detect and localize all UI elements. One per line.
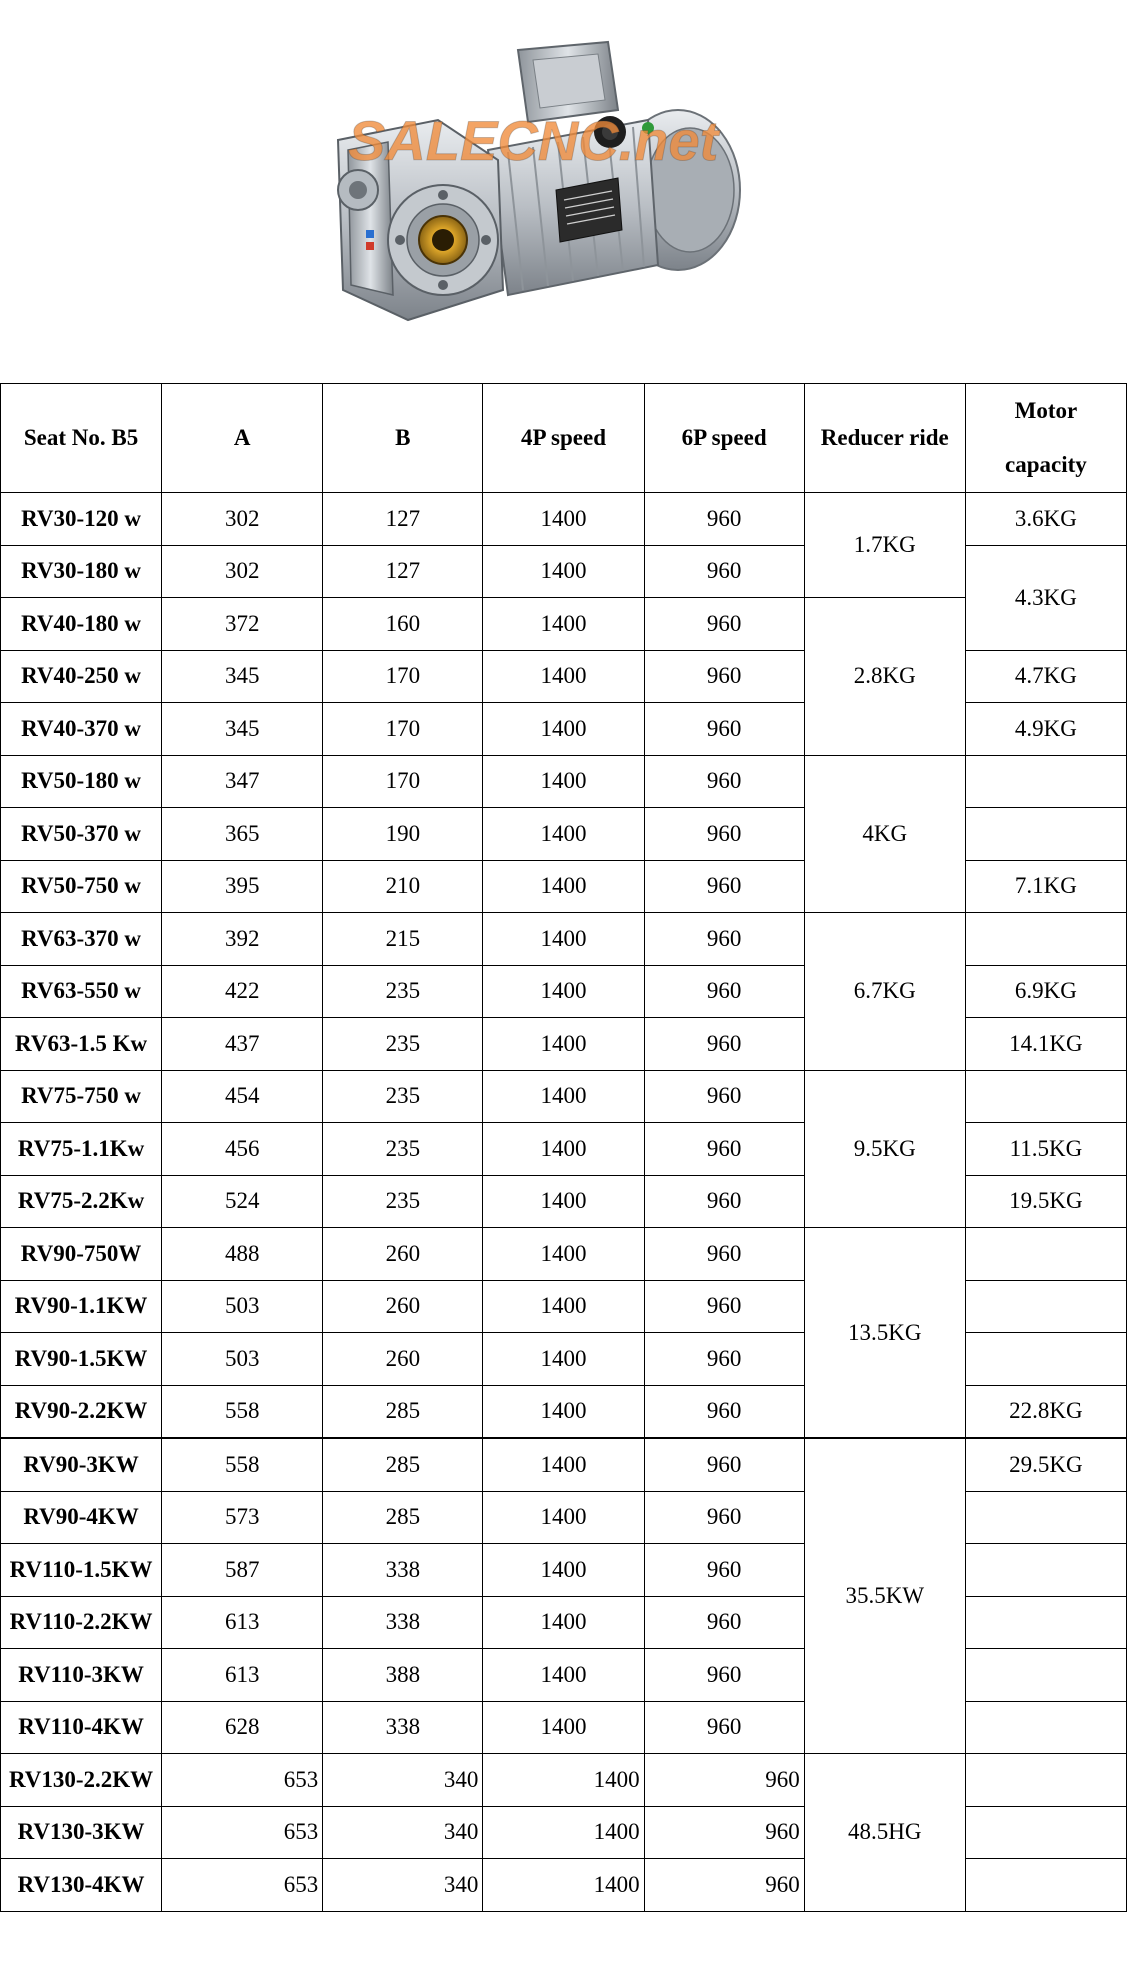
cell-seat-no: RV90-1.1KW [1,1280,162,1333]
cell-reducer-ride: 2.8KG [804,598,965,756]
cell-a: 558 [162,1438,323,1491]
cell-b: 210 [323,860,483,913]
cell-b: 340 [323,1806,483,1859]
cell-6p-speed: 960 [644,1280,804,1333]
cell-a: 345 [162,703,323,756]
cell-4p-speed: 1400 [483,650,644,703]
cell-b: 170 [323,755,483,808]
cell-6p-speed: 960 [644,545,804,598]
cell-4p-speed: 1400 [483,1175,644,1228]
cell-b: 170 [323,703,483,756]
cell-seat-no: RV30-120 w [1,493,162,546]
header-seat-no: Seat No. B5 [1,384,162,493]
header-motor-capacity [965,384,1126,493]
cell-motor-capacity [965,808,1126,861]
cell-a: 422 [162,965,323,1018]
cell-4p-speed: 1400 [483,1596,644,1649]
cell-a: 503 [162,1280,323,1333]
cell-seat-no: RV75-1.1Kw [1,1123,162,1176]
cell-motor-capacity: 4.9KG [965,703,1126,756]
cell-4p-speed: 1400 [483,493,644,546]
table-row [1,1070,1127,1123]
cell-b: 338 [323,1701,483,1754]
cell-6p-speed: 960 [644,1544,804,1597]
header-b: B [323,384,483,493]
cell-b: 235 [323,1018,483,1071]
cell-seat-no: RV90-3KW [1,1438,162,1491]
cell-6p-speed: 960 [644,1491,804,1544]
cell-6p-speed: 960 [644,1438,804,1491]
cell-seat-no: RV110-1.5KW [1,1544,162,1597]
cell-6p-speed: 960 [644,1123,804,1176]
cell-seat-no: RV50-180 w [1,755,162,808]
cell-motor-capacity [965,1333,1126,1386]
cell-motor-capacity [965,1491,1126,1544]
cell-4p-speed: 1400 [483,913,644,966]
cell-reducer-ride: 1.7KG [804,493,965,598]
cell-b: 285 [323,1438,483,1491]
cell-6p-speed: 960 [644,598,804,651]
cell-motor-capacity: 6.9KG [965,965,1126,1018]
cell-6p-speed: 960 [644,1859,804,1912]
cell-motor-capacity: 11.5KG [965,1123,1126,1176]
cell-seat-no: RV90-1.5KW [1,1333,162,1386]
cell-6p-speed: 960 [644,1806,804,1859]
cell-seat-no: RV30-180 w [1,545,162,598]
cell-motor-capacity: 19.5KG [965,1175,1126,1228]
cell-a: 587 [162,1544,323,1597]
cell-4p-speed: 1400 [483,1544,644,1597]
cell-motor-capacity: 22.8KG [965,1385,1126,1438]
cell-4p-speed: 1400 [483,1228,644,1281]
table-row [1,1438,1127,1491]
cell-seat-no: RV75-2.2Kw [1,1175,162,1228]
cell-reducer-ride: 6.7KG [804,913,965,1071]
cell-reducer-ride: 4KG [804,755,965,913]
cell-4p-speed: 1400 [483,598,644,651]
cell-a: 392 [162,913,323,966]
cell-6p-speed: 960 [644,860,804,913]
cell-seat-no: RV90-750W [1,1228,162,1281]
cell-4p-speed: 1400 [483,545,644,598]
cell-a: 395 [162,860,323,913]
table-row [1,913,1127,966]
cell-a: 437 [162,1018,323,1071]
cell-motor-capacity [965,1859,1126,1912]
cell-a: 628 [162,1701,323,1754]
cell-b: 190 [323,808,483,861]
cell-b: 260 [323,1280,483,1333]
cell-motor-capacity [965,913,1126,966]
cell-a: 488 [162,1228,323,1281]
cell-seat-no: RV50-750 w [1,860,162,913]
cell-b: 285 [323,1491,483,1544]
cell-4p-speed: 1400 [483,1649,644,1702]
cell-b: 260 [323,1228,483,1281]
cell-b: 160 [323,598,483,651]
cell-a: 372 [162,598,323,651]
cell-a: 347 [162,755,323,808]
cell-4p-speed: 1400 [483,1333,644,1386]
cell-4p-speed: 1400 [483,1070,644,1123]
cell-motor-capacity [965,1754,1126,1807]
cell-a: 503 [162,1333,323,1386]
cell-6p-speed: 960 [644,1018,804,1071]
cell-a: 345 [162,650,323,703]
cell-seat-no: RV40-370 w [1,703,162,756]
cell-4p-speed: 1400 [483,1385,644,1438]
cell-seat-no: RV63-1.5 Kw [1,1018,162,1071]
table-row [1,1228,1127,1281]
cell-seat-no: RV130-3KW [1,1806,162,1859]
cell-b: 170 [323,650,483,703]
cell-6p-speed: 960 [644,913,804,966]
cell-reducer-ride: 48.5HG [804,1754,965,1912]
header-6p-speed: 6P speed [644,384,804,493]
cell-a: 613 [162,1596,323,1649]
cell-6p-speed: 960 [644,1754,804,1807]
cell-b: 340 [323,1754,483,1807]
cell-6p-speed: 960 [644,1228,804,1281]
cell-4p-speed: 1400 [483,1859,644,1912]
header-a: A [162,384,323,493]
cell-motor-capacity: 14.1KG [965,1018,1126,1071]
cell-motor-capacity [965,1701,1126,1754]
cell-6p-speed: 960 [644,755,804,808]
cell-a: 302 [162,545,323,598]
cell-a: 653 [162,1754,323,1807]
cell-seat-no: RV63-550 w [1,965,162,1018]
cell-motor-capacity [965,1280,1126,1333]
cell-b: 235 [323,1123,483,1176]
cell-4p-speed: 1400 [483,965,644,1018]
cell-b: 338 [323,1544,483,1597]
table-row [1,493,1127,546]
cell-seat-no: RV110-2.2KW [1,1596,162,1649]
cell-motor-capacity: 29.5KG [965,1438,1126,1491]
cell-a: 653 [162,1859,323,1912]
cell-seat-no: RV50-370 w [1,808,162,861]
cell-seat-no: RV110-4KW [1,1701,162,1754]
cell-seat-no: RV40-250 w [1,650,162,703]
cell-6p-speed: 960 [644,965,804,1018]
cell-a: 613 [162,1649,323,1702]
product-image-worm-gear-motor [318,40,773,350]
cell-reducer-ride: 13.5KG [804,1228,965,1439]
table-row [1,755,1127,808]
watermark-text: SALECNC.net [348,109,719,172]
cell-seat-no: RV90-2.2KW [1,1385,162,1438]
table-row [1,598,1127,651]
cell-b: 127 [323,493,483,546]
cell-reducer-ride: 9.5KG [804,1070,965,1228]
cell-b: 235 [323,1070,483,1123]
cell-4p-speed: 1400 [483,1438,644,1491]
cell-a: 573 [162,1491,323,1544]
cell-reducer-ride: 35.5KW [804,1438,965,1754]
cell-6p-speed: 960 [644,1649,804,1702]
cell-seat-no: RV130-4KW [1,1859,162,1912]
cell-6p-speed: 960 [644,1596,804,1649]
cell-motor-capacity [965,755,1126,808]
cell-6p-speed: 960 [644,1385,804,1438]
table-row [1,1754,1127,1807]
cell-seat-no: RV75-750 w [1,1070,162,1123]
cell-6p-speed: 960 [644,493,804,546]
cell-a: 524 [162,1175,323,1228]
cell-a: 302 [162,493,323,546]
cell-motor-capacity [965,1544,1126,1597]
cell-motor-capacity [965,1596,1126,1649]
cell-motor-capacity: 7.1KG [965,860,1126,913]
cell-b: 235 [323,1175,483,1228]
header-4p-speed: 4P speed [483,384,644,493]
cell-seat-no: RV110-3KW [1,1649,162,1702]
cell-motor-capacity: 4.3KG [965,545,1126,650]
cell-4p-speed: 1400 [483,808,644,861]
cell-4p-speed: 1400 [483,1280,644,1333]
table-body [1,493,1127,1912]
table-header-row [1,384,1127,493]
cell-b: 235 [323,965,483,1018]
cell-seat-no: RV130-2.2KW [1,1754,162,1807]
cell-a: 456 [162,1123,323,1176]
cell-6p-speed: 960 [644,650,804,703]
cell-6p-speed: 960 [644,808,804,861]
cell-4p-speed: 1400 [483,1123,644,1176]
cell-6p-speed: 960 [644,1070,804,1123]
cell-b: 215 [323,913,483,966]
cell-4p-speed: 1400 [483,1491,644,1544]
spec-table [0,383,1127,1912]
cell-a: 558 [162,1385,323,1438]
cell-b: 388 [323,1649,483,1702]
cell-b: 260 [323,1333,483,1386]
cell-b: 340 [323,1859,483,1912]
cell-6p-speed: 960 [644,1701,804,1754]
cell-motor-capacity: 4.7KG [965,650,1126,703]
cell-motor-capacity: 3.6KG [965,493,1126,546]
header-reducer-ride: Reducer ride [804,384,965,493]
cell-a: 454 [162,1070,323,1123]
cell-a: 365 [162,808,323,861]
cell-4p-speed: 1400 [483,1701,644,1754]
cell-seat-no: RV63-370 w [1,913,162,966]
cell-4p-speed: 1400 [483,1754,644,1807]
cell-b: 285 [323,1385,483,1438]
cell-seat-no: RV40-180 w [1,598,162,651]
cell-6p-speed: 960 [644,1175,804,1228]
header-motor-line1: Motor [1014,398,1078,423]
cell-b: 127 [323,545,483,598]
cell-6p-speed: 960 [644,703,804,756]
cell-a: 653 [162,1806,323,1859]
cell-4p-speed: 1400 [483,860,644,913]
cell-6p-speed: 960 [644,1333,804,1386]
cell-motor-capacity [965,1070,1126,1123]
cell-4p-speed: 1400 [483,1018,644,1071]
cell-motor-capacity [965,1228,1126,1281]
cell-motor-capacity [965,1806,1126,1859]
cell-motor-capacity [965,1649,1126,1702]
cell-4p-speed: 1400 [483,1806,644,1859]
cell-b: 338 [323,1596,483,1649]
cell-seat-no: RV90-4KW [1,1491,162,1544]
cell-4p-speed: 1400 [483,755,644,808]
cell-4p-speed: 1400 [483,703,644,756]
header-motor-line2: capacity [1005,452,1087,477]
